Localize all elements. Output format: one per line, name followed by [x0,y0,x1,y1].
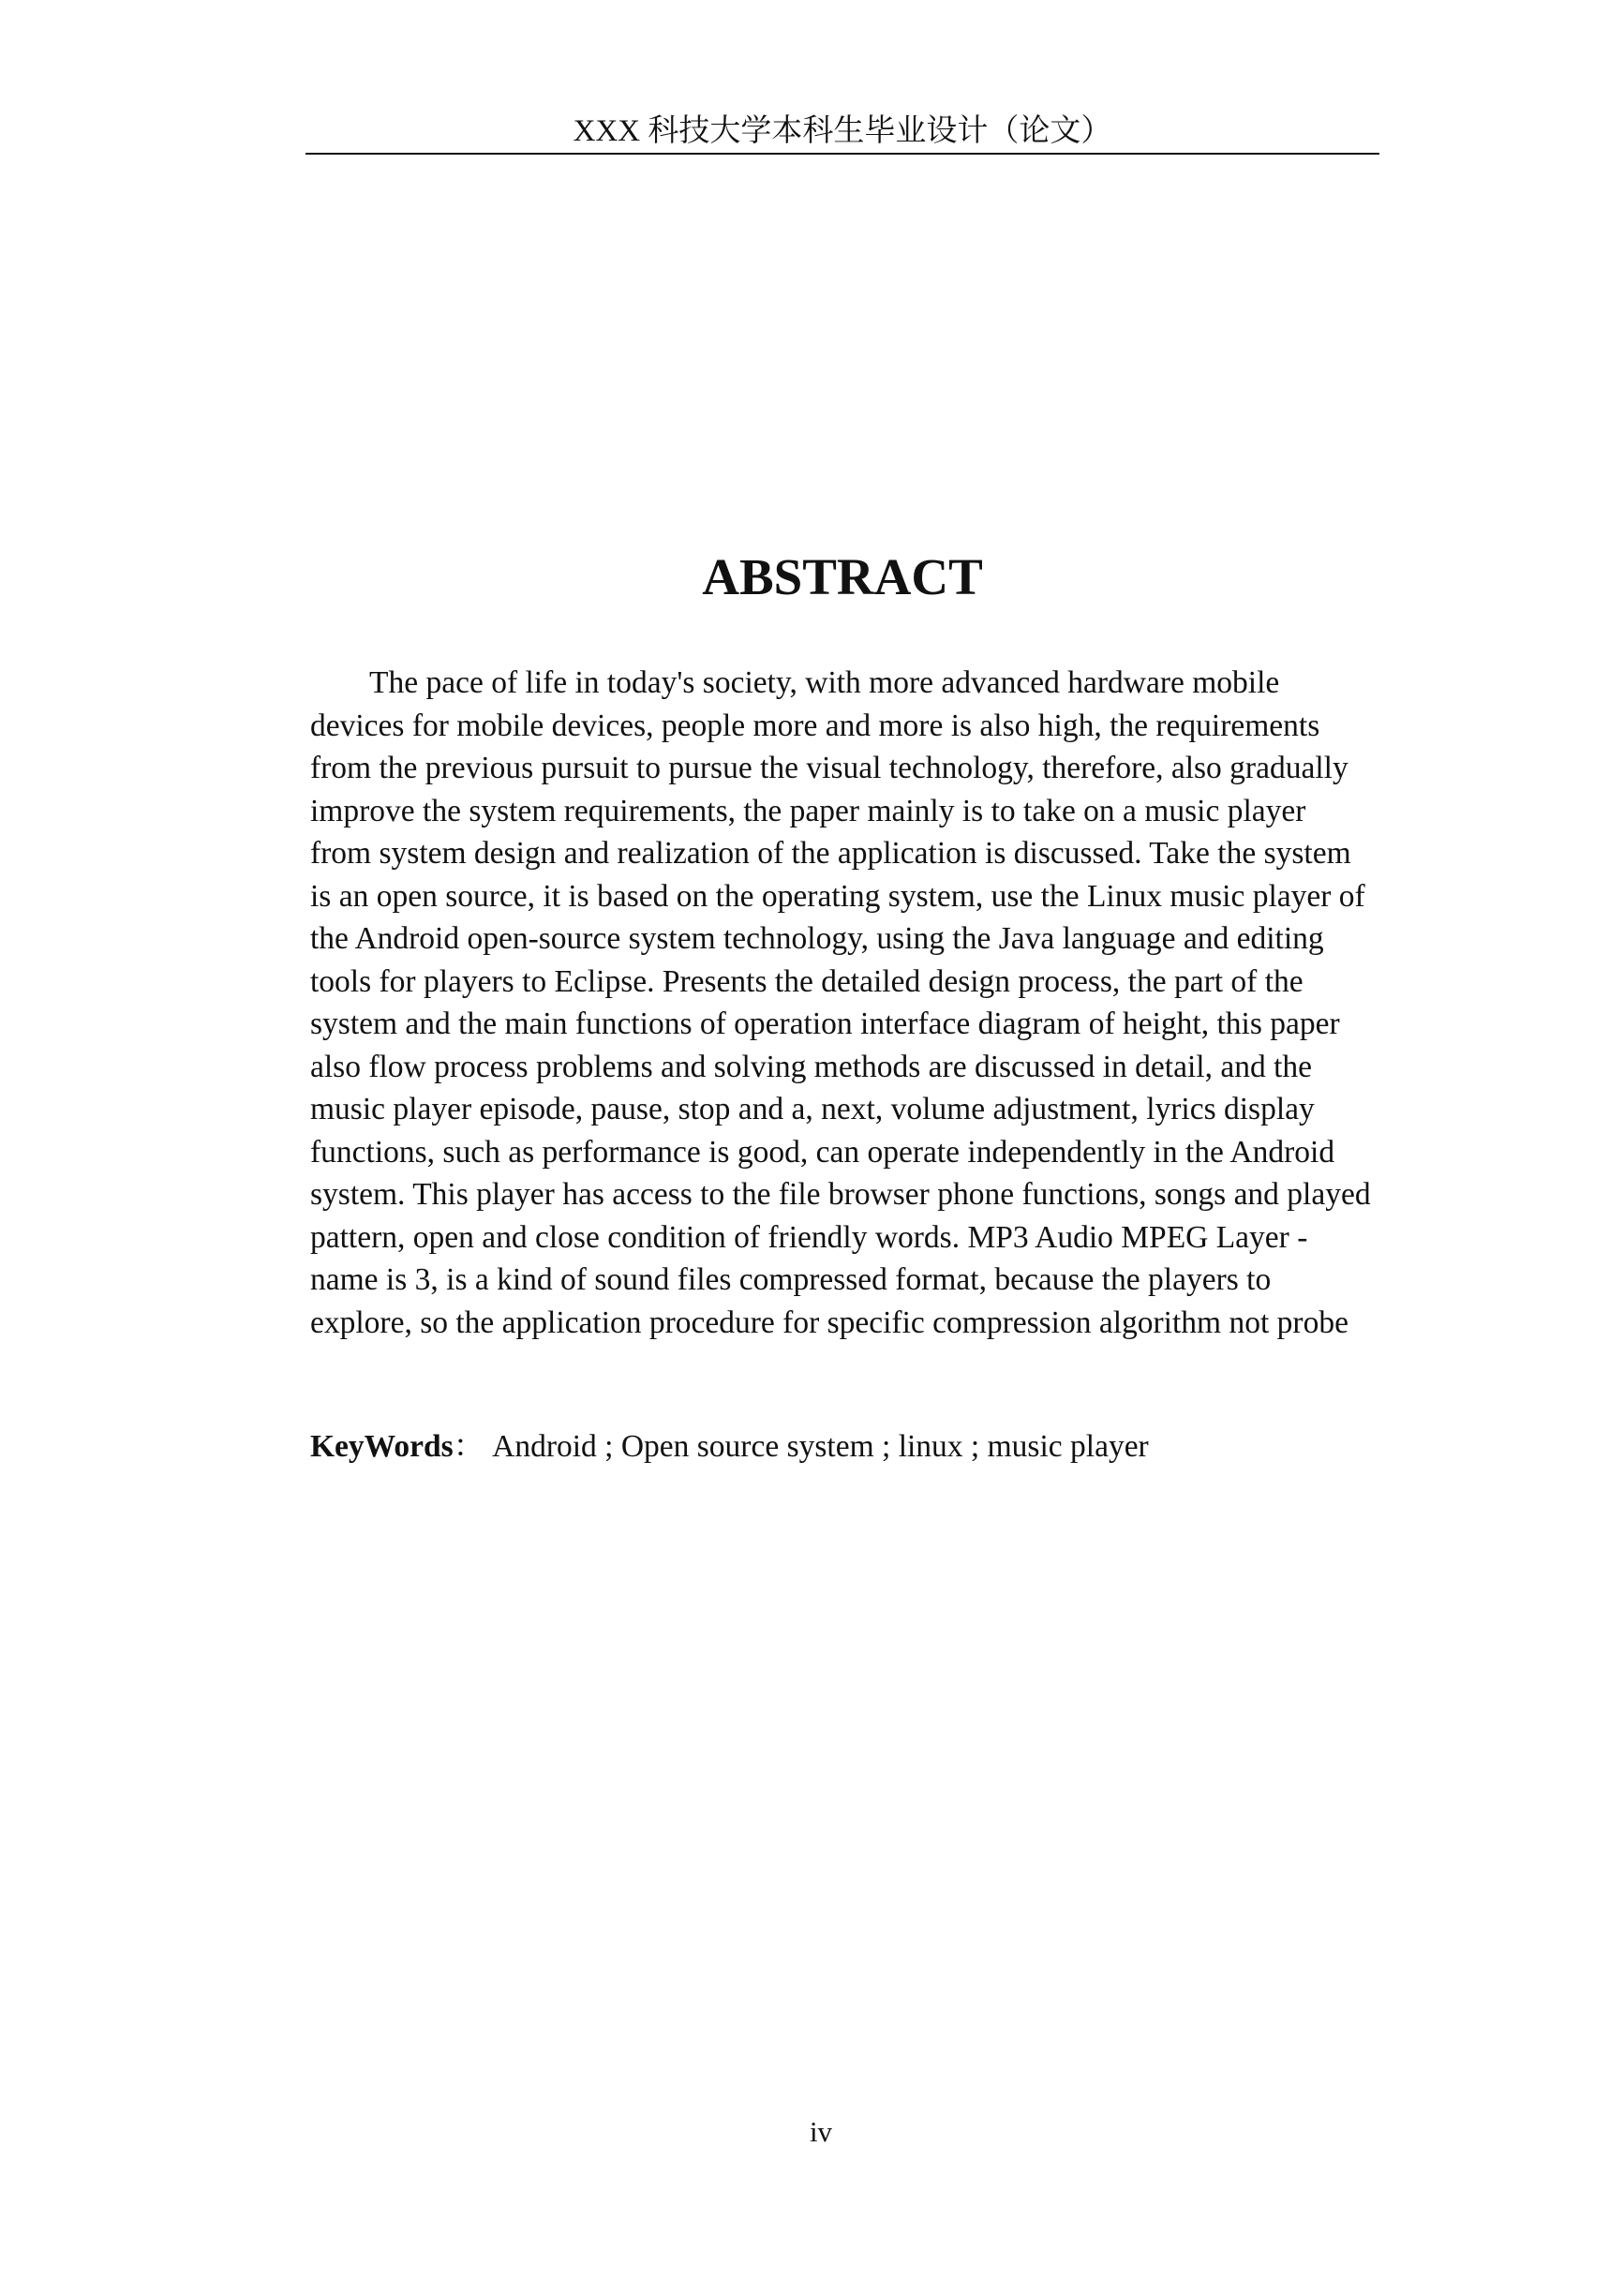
page-number: iv [809,2115,833,2148]
keywords-line [310,1425,1374,1469]
keywords-label: KeyWords [310,1429,454,1464]
keywords-value: Android ; Open source system ; linux ; music player [492,1429,1149,1464]
header-rule [305,153,1379,155]
page-title: ABSTRACT [702,548,983,605]
running-header: XXX 科技大学本科生毕业设计（论文） [573,114,1112,148]
keywords-separator: ： [453,1429,485,1464]
abstract-body: The pace of life in today's society, with more advanced hardware mobile devices for mobile devices, people more and more is also high, the requirements from the previous pursuit to pursue the visual technology, therefore, also gradually improve the system requirements, the paper mainly is to take on a music player from system design and realization of the application is discussed. Take the system is an open source, it is based on the operating system, use the Linux music player of the Android open-source system technology, using the Java language and editing tools for players to Eclipse. Presents the detailed design process, the part of the system and the main functions of operation interface diagram of height, this paper also flow process problems and solving methods are discussed in detail, and the music player episode, pause, stop and a, next, volume adjustment, lyrics display functions, such as performance is good, can operate independently in the Android system. This player has access to the file browser phone functions, songs and played pattern, open and close condition of friendly words. MP3 Audio MPEG Layer - name is 3, is a kind of sound files compressed format, because the players to explore, so the application procedure for specific compression algorithm not probe [310,665,1371,1340]
